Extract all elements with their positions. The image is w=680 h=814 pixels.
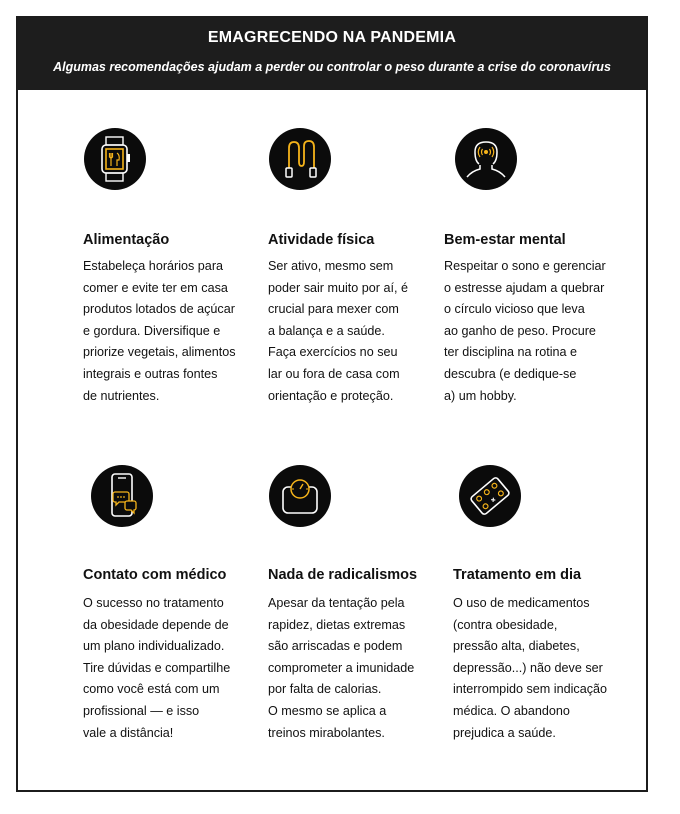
card-text: O sucesso no tratamento da obesidade depende de um plano individualizado. Tire dúvidas e compartilhe como você está com um profissional — e isso vale a distância! xyxy=(83,596,231,740)
card-title: Tratamento em dia xyxy=(453,567,582,583)
card-text: Ser ativo, mesmo sem poder sair muito por aí, é crucial para mexer com a balança e a saúde. Faça exercícios no seu lar ou fora de casa com orientação e proteção. xyxy=(268,259,409,403)
jump-rope-icon xyxy=(269,128,331,190)
card-title: Bem-estar mental xyxy=(444,232,566,248)
phone-chat-icon xyxy=(91,465,153,527)
mind-person-icon xyxy=(455,128,517,190)
pill-pack-icon xyxy=(459,465,521,527)
header-bar xyxy=(18,18,646,90)
card-title: Atividade física xyxy=(268,232,375,248)
card-title: Alimentação xyxy=(83,232,170,248)
card-title: Nada de radicalismos xyxy=(268,567,418,583)
smartwatch-food-icon xyxy=(84,128,146,190)
page-title: EMAGRECENDO NA PANDEMIA xyxy=(207,29,457,46)
card-text: Estabeleça horários para comer e evite ter em casa produtos lotados de açúcar e gordura. Diversifique e priorize vegetais, alimentos integrais e outras fontes de nutrientes. xyxy=(83,259,236,403)
card-text: O uso de medicamentos (contra obesidade, pressão alta, diabetes, depressão...) não deve ser interrompido sem indicação médica. O abandono prejudica a saúde. xyxy=(453,596,607,740)
card-text: Apesar da tentação pela rapidez, dietas extremas são arriscadas e podem comprometer a imunidade por falta de calorias. O mesmo se aplica a treinos mirabolantes. xyxy=(268,596,415,740)
card-text: Respeitar o sono e gerenciar o estresse ajudam a quebrar o círculo vicioso que leva ao ganho de peso. Procure ter disciplina na rotina e descubra (e dedique-se a) um hobby. xyxy=(444,259,606,403)
card-title: Contato com médico xyxy=(83,567,227,583)
scale-icon xyxy=(269,465,331,527)
page-subtitle: Algumas recomendações ajudam a perder ou controlar o peso durante a crise do coronavírus xyxy=(53,60,611,74)
